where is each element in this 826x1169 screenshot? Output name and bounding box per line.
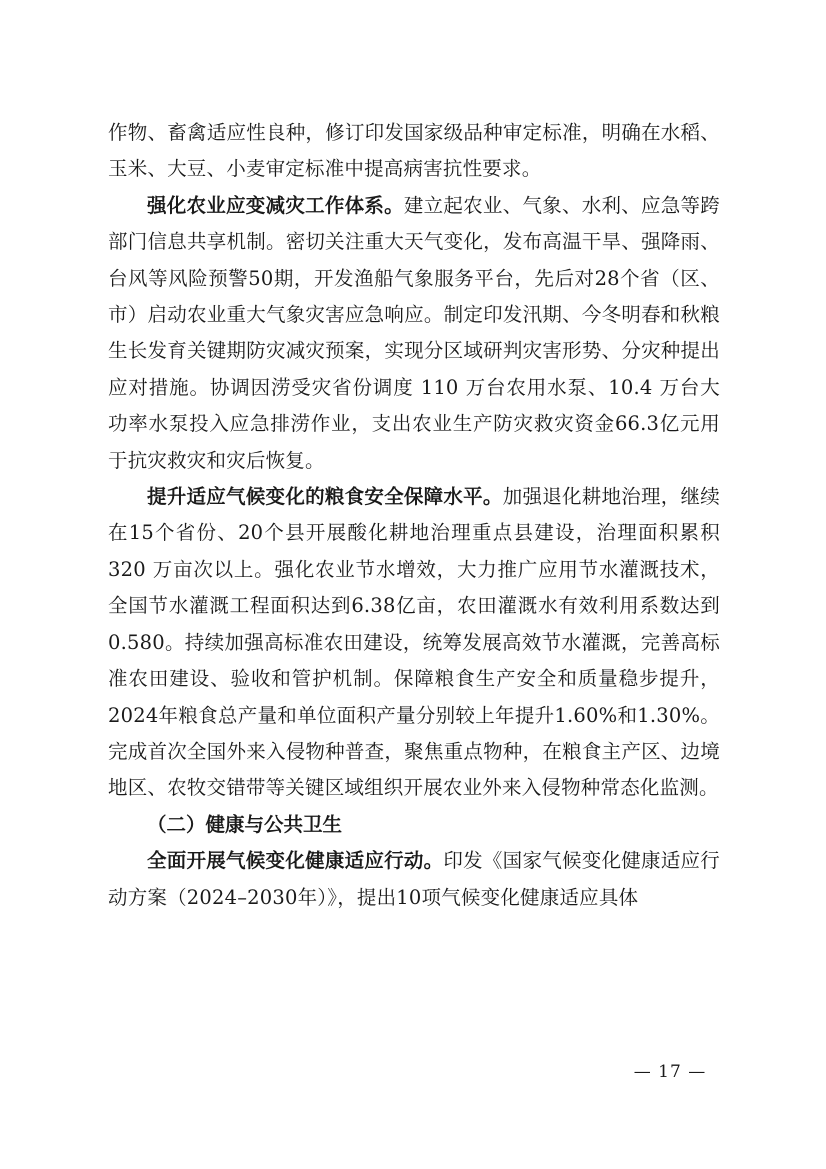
paragraph-food-security (108, 479, 720, 807)
paragraph-heading: 提升适应气候变化的粮食安全保障水平。 (147, 485, 503, 509)
paragraph-heading: 强化农业应变减灾工作体系。 (147, 193, 404, 217)
paragraph-body: 建立起农业、气象、水利、应急等跨部门信息共享机制。密切关注重大天气变化，发布高温干旱、强降雨、台风等风险预警50期，开发渔船气象服务平台，先后对28个省（区、市）启动农业重大气象灾害应急响应。制定印发汛期、今冬明春和秋粮生长发育关键期防灾减灾预案，实现分区域研判灾害形势、分灾种提出应对措施。协调因涝受灾省份调度 110 万台农用水泵、10.4 万台大功率水泵投入应急排涝作业，支出农业生产防灾救灾资金66.3亿元用于抗灾救灾和灾后恢复。 (108, 193, 720, 472)
paragraph-continuation: 作物、畜禽适应性良种，修订印发国家级品种审定标准，明确在水稻、玉米、大豆、小麦审定标准中提高病害抗性要求。 (108, 121, 720, 181)
paragraph-disaster-reduction (108, 188, 720, 479)
paragraph-body: 印发《国家气候变化健康适应行动方案（2024–2030年）》，提出10项气候变化健康适应具体 (108, 849, 720, 909)
document-page (108, 115, 720, 916)
page-number: — 17 — (633, 1062, 707, 1082)
paragraph-health-adaptation (108, 843, 720, 916)
paragraph-heading: 全面开展气候变化健康适应行动。 (147, 849, 444, 873)
section-heading: （二）健康与公共卫生 (147, 812, 343, 836)
paragraph-body: 加强退化耕地治理，继续在15个省份、20个县开展酸化耕地治理重点县建设，治理面积累积 320 万亩次以上。强化农业节水增效，大力推广应用节水灌溉技术，全国节水灌溉工程面积达到6.38亿亩，农田灌溉水有效利用系数达到0.580。持续加强高标准农田建设，统筹发展高效节水灌溉，完善高标准农田建设、验收和管护机制。保障粮食生产安全和质量稳步提升，2024年粮食总产量和单位面积产量分别较上年提升1.60%和1.30%。完成首次全国外来入侵物种普查，聚焦重点物种，在粮食主产区、边境地区、农牧交错带等关键区域组织开展农业外来入侵物种常态化监测。 (108, 485, 720, 800)
